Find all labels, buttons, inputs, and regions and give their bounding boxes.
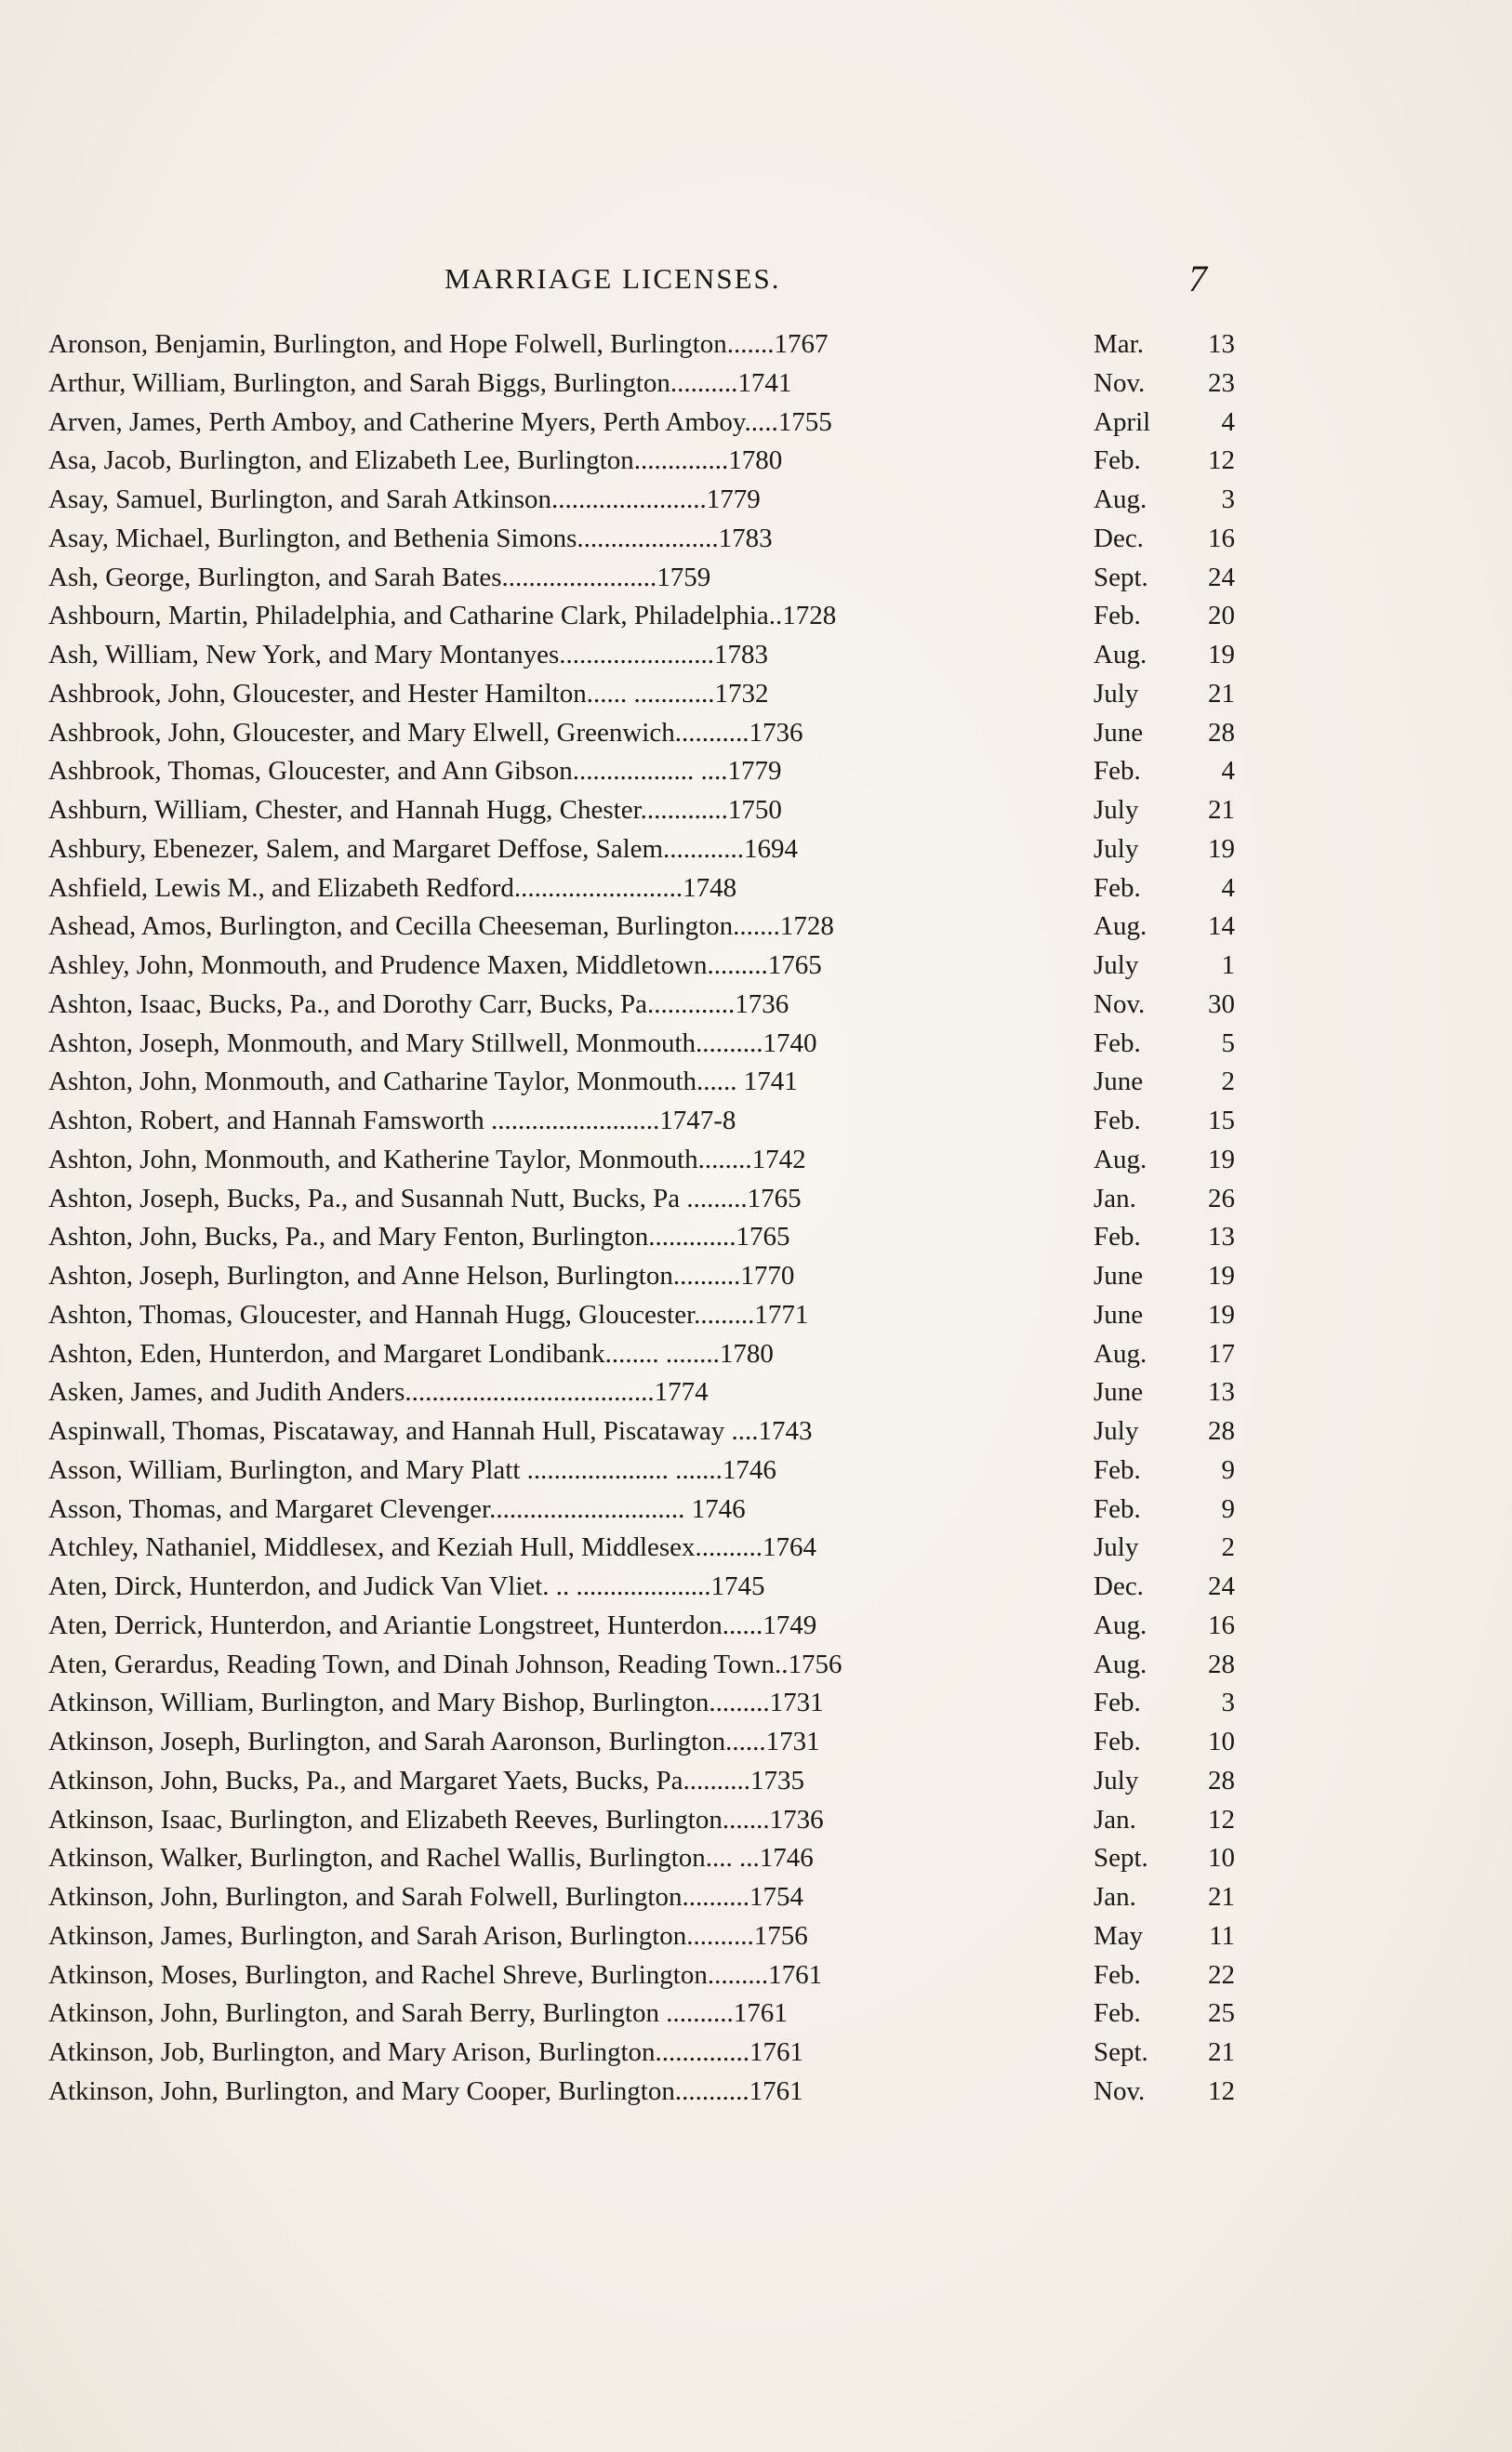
entry-day: 12 bbox=[1208, 1804, 1235, 1835]
list-item bbox=[48, 791, 1235, 830]
entry-month: Aug. bbox=[1094, 1144, 1147, 1174]
entry-day: 21 bbox=[1208, 2037, 1235, 2067]
page-header bbox=[0, 258, 1512, 299]
list-item bbox=[48, 947, 1235, 986]
entry-day: 2 bbox=[1221, 1067, 1235, 1097]
entry-text: Ashton, Isaac, Bucks, Pa., and Dorothy Carr, Bucks, Pa.............1736 bbox=[48, 988, 789, 1019]
entry-month: July bbox=[1094, 1532, 1139, 1563]
entry-month: Nov. bbox=[1094, 367, 1146, 398]
list-item bbox=[48, 1373, 1235, 1412]
entry-text: Arven, James, Perth Amboy, and Catherine Myers, Perth Amboy.....1755 bbox=[48, 406, 832, 437]
entry-day: 3 bbox=[1221, 484, 1235, 514]
entry-day: 13 bbox=[1208, 329, 1235, 359]
entry-month: Feb. bbox=[1094, 601, 1141, 631]
entry-day: 17 bbox=[1208, 1338, 1235, 1369]
entry-day: 24 bbox=[1208, 562, 1235, 592]
entry-text: Aten, Dirck, Hunterdon, and Judick Van Vliet. .. ....................1745 bbox=[48, 1571, 765, 1601]
entry-day: 23 bbox=[1208, 367, 1235, 398]
entry-month: Nov. bbox=[1094, 988, 1146, 1019]
entry-text: Asay, Michael, Burlington, and Bethenia Simons.....................1783 bbox=[48, 523, 773, 553]
list-item bbox=[48, 1335, 1235, 1374]
entry-month: Feb. bbox=[1094, 1106, 1141, 1135]
entry-text: Ashbourn, Martin, Philadelphia, and Catharine Clark, Philadelphia..1728 bbox=[48, 601, 837, 631]
entry-text: Ash, George, Burlington, and Sarah Bates.......................1759 bbox=[48, 562, 711, 592]
entry-text: Asken, James, and Judith Anders.....................................1774 bbox=[48, 1377, 709, 1408]
entry-text: Atkinson, Joseph, Burlington, and Sarah Aaronson, Burlington......1731 bbox=[48, 1727, 820, 1756]
entry-text: Aten, Derrick, Hunterdon, and Ariantie Longstreet, Hunterdon......1749 bbox=[48, 1610, 817, 1640]
list-item bbox=[48, 559, 1235, 598]
entry-text: Ashton, John, Monmouth, and Katherine Taylor, Monmouth........1742 bbox=[48, 1144, 806, 1174]
entry-text: Ash, William, New York, and Mary Montanyes.......................1783 bbox=[48, 640, 769, 669]
entry-month: July bbox=[1094, 833, 1139, 864]
entry-text: Asay, Samuel, Burlington, and Sarah Atkinson.......................1779 bbox=[48, 484, 761, 514]
entry-day: 28 bbox=[1208, 1649, 1235, 1679]
entry-text: Atkinson, Isaac, Burlington, and Elizabeth Reeves, Burlington.......1736 bbox=[48, 1804, 824, 1835]
entry-month: June bbox=[1094, 1377, 1144, 1408]
entry-text: Ashton, Joseph, Monmouth, and Mary Stillwell, Monmouth..........1740 bbox=[48, 1027, 817, 1058]
entry-month: Feb. bbox=[1094, 1959, 1141, 1990]
page-number: 7 bbox=[1188, 258, 1207, 299]
list-item bbox=[48, 1995, 1235, 2034]
marriage-license-list bbox=[48, 325, 1235, 2112]
entry-text: Ashton, John, Monmouth, and Catharine Taylor, Monmouth...... 1741 bbox=[48, 1067, 798, 1097]
entry-day: 19 bbox=[1208, 833, 1235, 864]
entry-month: Feb. bbox=[1094, 1454, 1141, 1485]
list-item bbox=[48, 1684, 1235, 1723]
entry-month: April bbox=[1094, 406, 1151, 437]
entry-day: 13 bbox=[1208, 1377, 1235, 1408]
entry-month: June bbox=[1094, 1067, 1144, 1097]
entry-month: Aug. bbox=[1094, 911, 1147, 942]
entry-text: Ashfield, Lewis M., and Elizabeth Redford.........................1748 bbox=[48, 872, 737, 903]
entry-month: Aug. bbox=[1094, 1610, 1147, 1640]
entry-day: 16 bbox=[1208, 1610, 1235, 1640]
entry-text: Ashton, Joseph, Bucks, Pa., and Susannah Nutt, Bucks, Pa .........1765 bbox=[48, 1183, 802, 1213]
entry-text: Ashburn, William, Chester, and Hannah Hugg, Chester.............1750 bbox=[48, 795, 782, 825]
entry-month: Sept. bbox=[1094, 1843, 1148, 1874]
entry-month: Mar. bbox=[1094, 329, 1144, 359]
entry-month: May bbox=[1094, 1920, 1144, 1951]
list-item bbox=[48, 869, 1235, 908]
list-item bbox=[48, 1063, 1235, 1102]
entry-month: Feb. bbox=[1094, 1027, 1141, 1058]
entry-text: Atkinson, James, Burlington, and Sarah Arison, Burlington..........1756 bbox=[48, 1920, 808, 1951]
entry-day: 15 bbox=[1208, 1106, 1235, 1135]
entry-month: Dec. bbox=[1094, 523, 1144, 553]
entry-day: 1 bbox=[1221, 950, 1235, 980]
entry-month: June bbox=[1094, 717, 1144, 748]
entry-day: 21 bbox=[1208, 1882, 1235, 1912]
list-item bbox=[48, 1762, 1235, 1801]
entry-month: Sept. bbox=[1094, 562, 1148, 592]
list-item bbox=[48, 1607, 1235, 1646]
list-item bbox=[48, 2073, 1235, 2112]
entry-month: July bbox=[1094, 795, 1139, 825]
entry-text: Ashead, Amos, Burlington, and Cecilla Cheeseman, Burlington.......1728 bbox=[48, 911, 834, 942]
list-item bbox=[48, 1296, 1235, 1335]
entry-text: Atkinson, Walker, Burlington, and Rachel Wallis, Burlington.... ...1746 bbox=[48, 1843, 814, 1874]
entry-text: Atkinson, John, Burlington, and Mary Cooper, Burlington...........1761 bbox=[48, 2075, 803, 2106]
entry-day: 11 bbox=[1209, 1920, 1235, 1951]
entry-month: Jan. bbox=[1094, 1804, 1136, 1835]
entry-text: Ashbrook, Thomas, Gloucester, and Ann Gibson.................. ....1779 bbox=[48, 756, 782, 787]
entry-day: 9 bbox=[1221, 1454, 1235, 1485]
entry-month: Jan. bbox=[1094, 1183, 1136, 1213]
entry-text: Aten, Gerardus, Reading Town, and Dinah Johnson, Reading Town..1756 bbox=[48, 1649, 842, 1679]
list-item bbox=[48, 1917, 1235, 1956]
list-item bbox=[48, 1956, 1235, 1995]
list-item bbox=[48, 404, 1235, 443]
list-item bbox=[48, 1451, 1235, 1491]
entry-text: Asson, Thomas, and Margaret Clevenger............................. 1746 bbox=[48, 1493, 746, 1524]
entry-text: Atkinson, Moses, Burlington, and Rachel Shreve, Burlington.........1761 bbox=[48, 1959, 823, 1990]
list-item bbox=[48, 1257, 1235, 1296]
list-item bbox=[48, 364, 1235, 404]
list-item bbox=[48, 752, 1235, 791]
entry-day: 26 bbox=[1208, 1183, 1235, 1213]
entry-day: 20 bbox=[1208, 601, 1235, 631]
list-item bbox=[48, 1412, 1235, 1451]
entry-month: Feb. bbox=[1094, 1998, 1141, 2029]
entry-month: Aug. bbox=[1094, 640, 1147, 669]
entry-day: 4 bbox=[1221, 406, 1235, 437]
list-item bbox=[48, 1218, 1235, 1257]
entry-day: 21 bbox=[1208, 678, 1235, 709]
entry-day: 16 bbox=[1208, 523, 1235, 553]
entry-month: Aug. bbox=[1094, 1649, 1147, 1679]
entry-day: 22 bbox=[1208, 1959, 1235, 1990]
entry-month: Jan. bbox=[1094, 1882, 1136, 1912]
list-item bbox=[48, 325, 1235, 364]
entry-day: 19 bbox=[1208, 640, 1235, 669]
entry-text: Ashley, John, Monmouth, and Prudence Maxen, Middletown.........1765 bbox=[48, 950, 822, 980]
list-item bbox=[48, 1839, 1235, 1878]
entry-day: 4 bbox=[1221, 872, 1235, 903]
entry-text: Ashbrook, John, Gloucester, and Mary Elwell, Greenwich...........1736 bbox=[48, 717, 803, 748]
entry-text: Atkinson, Job, Burlington, and Mary Arison, Burlington..............1761 bbox=[48, 2037, 803, 2067]
entry-month: Feb. bbox=[1094, 445, 1141, 476]
entry-text: Atchley, Nathaniel, Middlesex, and Keziah Hull, Middlesex..........1764 bbox=[48, 1532, 817, 1563]
list-item bbox=[48, 986, 1235, 1025]
entry-month: Feb. bbox=[1094, 1222, 1141, 1253]
entry-month: July bbox=[1094, 1765, 1139, 1796]
entry-month: Dec. bbox=[1094, 1571, 1144, 1601]
entry-text: Ashton, Thomas, Gloucester, and Hannah Hugg, Gloucester.........1771 bbox=[48, 1299, 809, 1330]
entry-day: 28 bbox=[1208, 1416, 1235, 1446]
entry-text: Atkinson, John, Burlington, and Sarah Berry, Burlington ..........1761 bbox=[48, 1998, 788, 2029]
entry-day: 12 bbox=[1208, 2075, 1235, 2106]
entry-day: 3 bbox=[1221, 1688, 1235, 1718]
entry-day: 10 bbox=[1208, 1727, 1235, 1756]
entry-month: July bbox=[1094, 678, 1139, 709]
entry-month: July bbox=[1094, 1416, 1139, 1446]
list-item bbox=[48, 481, 1235, 520]
entry-day: 28 bbox=[1208, 1765, 1235, 1796]
list-item bbox=[48, 908, 1235, 947]
entry-text: Aronson, Benjamin, Burlington, and Hope Folwell, Burlington.......1767 bbox=[48, 329, 829, 359]
list-item bbox=[48, 1646, 1235, 1685]
list-item bbox=[48, 636, 1235, 675]
entry-text: Ashbury, Ebenezer, Salem, and Margaret Deffose, Salem............1694 bbox=[48, 833, 799, 864]
entry-day: 19 bbox=[1208, 1144, 1235, 1174]
entry-text: Aspinwall, Thomas, Piscataway, and Hannah Hull, Piscataway ....1743 bbox=[48, 1416, 813, 1446]
entry-month: Feb. bbox=[1094, 1727, 1141, 1756]
entry-text: Ashbrook, John, Gloucester, and Hester Hamilton...... ............1732 bbox=[48, 678, 769, 709]
entry-day: 12 bbox=[1208, 445, 1235, 476]
entry-day: 2 bbox=[1221, 1532, 1235, 1563]
list-item bbox=[48, 1878, 1235, 1917]
entry-day: 9 bbox=[1221, 1493, 1235, 1524]
entry-day: 19 bbox=[1208, 1299, 1235, 1330]
running-title: MARRIAGE LICENSES. bbox=[444, 262, 781, 295]
entry-text: Atkinson, John, Bucks, Pa., and Margaret Yaets, Bucks, Pa..........1735 bbox=[48, 1765, 805, 1796]
entry-month: Feb. bbox=[1094, 756, 1141, 787]
entry-day: 5 bbox=[1221, 1027, 1235, 1058]
entry-month: Aug. bbox=[1094, 484, 1147, 514]
list-item bbox=[48, 1102, 1235, 1141]
list-item bbox=[48, 830, 1235, 869]
entry-month: June bbox=[1094, 1299, 1144, 1330]
list-item bbox=[48, 520, 1235, 559]
entry-day: 28 bbox=[1208, 717, 1235, 748]
entry-day: 21 bbox=[1208, 795, 1235, 825]
entry-text: Asa, Jacob, Burlington, and Elizabeth Lee, Burlington..............1780 bbox=[48, 445, 783, 476]
entry-day: 10 bbox=[1208, 1843, 1235, 1874]
list-item bbox=[48, 1801, 1235, 1840]
entry-text: Arthur, William, Burlington, and Sarah Biggs, Burlington..........1741 bbox=[48, 367, 792, 398]
entry-text: Ashton, Robert, and Hannah Famsworth .........................1747-8 bbox=[48, 1106, 736, 1135]
entry-month: Feb. bbox=[1094, 1493, 1141, 1524]
list-item bbox=[48, 597, 1235, 636]
entry-month: Aug. bbox=[1094, 1338, 1147, 1369]
entry-text: Ashton, Eden, Hunterdon, and Margaret Londibank........ ........1780 bbox=[48, 1338, 774, 1369]
entry-text: Atkinson, William, Burlington, and Mary Bishop, Burlington.........1731 bbox=[48, 1688, 824, 1718]
list-item bbox=[48, 1491, 1235, 1530]
list-item bbox=[48, 1025, 1235, 1064]
entry-day: 14 bbox=[1208, 911, 1235, 942]
list-item bbox=[48, 1529, 1235, 1568]
entry-month: Sept. bbox=[1094, 2037, 1148, 2067]
list-item bbox=[48, 1180, 1235, 1219]
list-item bbox=[48, 1723, 1235, 1762]
entry-month: June bbox=[1094, 1261, 1144, 1291]
list-item bbox=[48, 442, 1235, 481]
entry-day: 19 bbox=[1208, 1261, 1235, 1291]
entry-text: Asson, William, Burlington, and Mary Platt ..................... .......1746 bbox=[48, 1454, 776, 1485]
entry-month: July bbox=[1094, 950, 1139, 980]
list-item bbox=[48, 2034, 1235, 2073]
list-item bbox=[48, 1568, 1235, 1607]
entry-day: 24 bbox=[1208, 1571, 1235, 1601]
entry-day: 30 bbox=[1208, 988, 1235, 1019]
entry-day: 13 bbox=[1208, 1222, 1235, 1253]
list-item bbox=[48, 1141, 1235, 1180]
entry-month: Feb. bbox=[1094, 872, 1141, 903]
entry-month: Nov. bbox=[1094, 2075, 1146, 2106]
entry-day: 25 bbox=[1208, 1998, 1235, 2029]
list-item bbox=[48, 714, 1235, 753]
entry-month: Feb. bbox=[1094, 1688, 1141, 1718]
list-item bbox=[48, 675, 1235, 714]
entry-text: Ashton, Joseph, Burlington, and Anne Helson, Burlington..........1770 bbox=[48, 1261, 795, 1291]
entry-day: 4 bbox=[1221, 756, 1235, 787]
entry-text: Atkinson, John, Burlington, and Sarah Folwell, Burlington..........1754 bbox=[48, 1882, 803, 1912]
entry-text: Ashton, John, Bucks, Pa., and Mary Fenton, Burlington.............1765 bbox=[48, 1222, 790, 1253]
